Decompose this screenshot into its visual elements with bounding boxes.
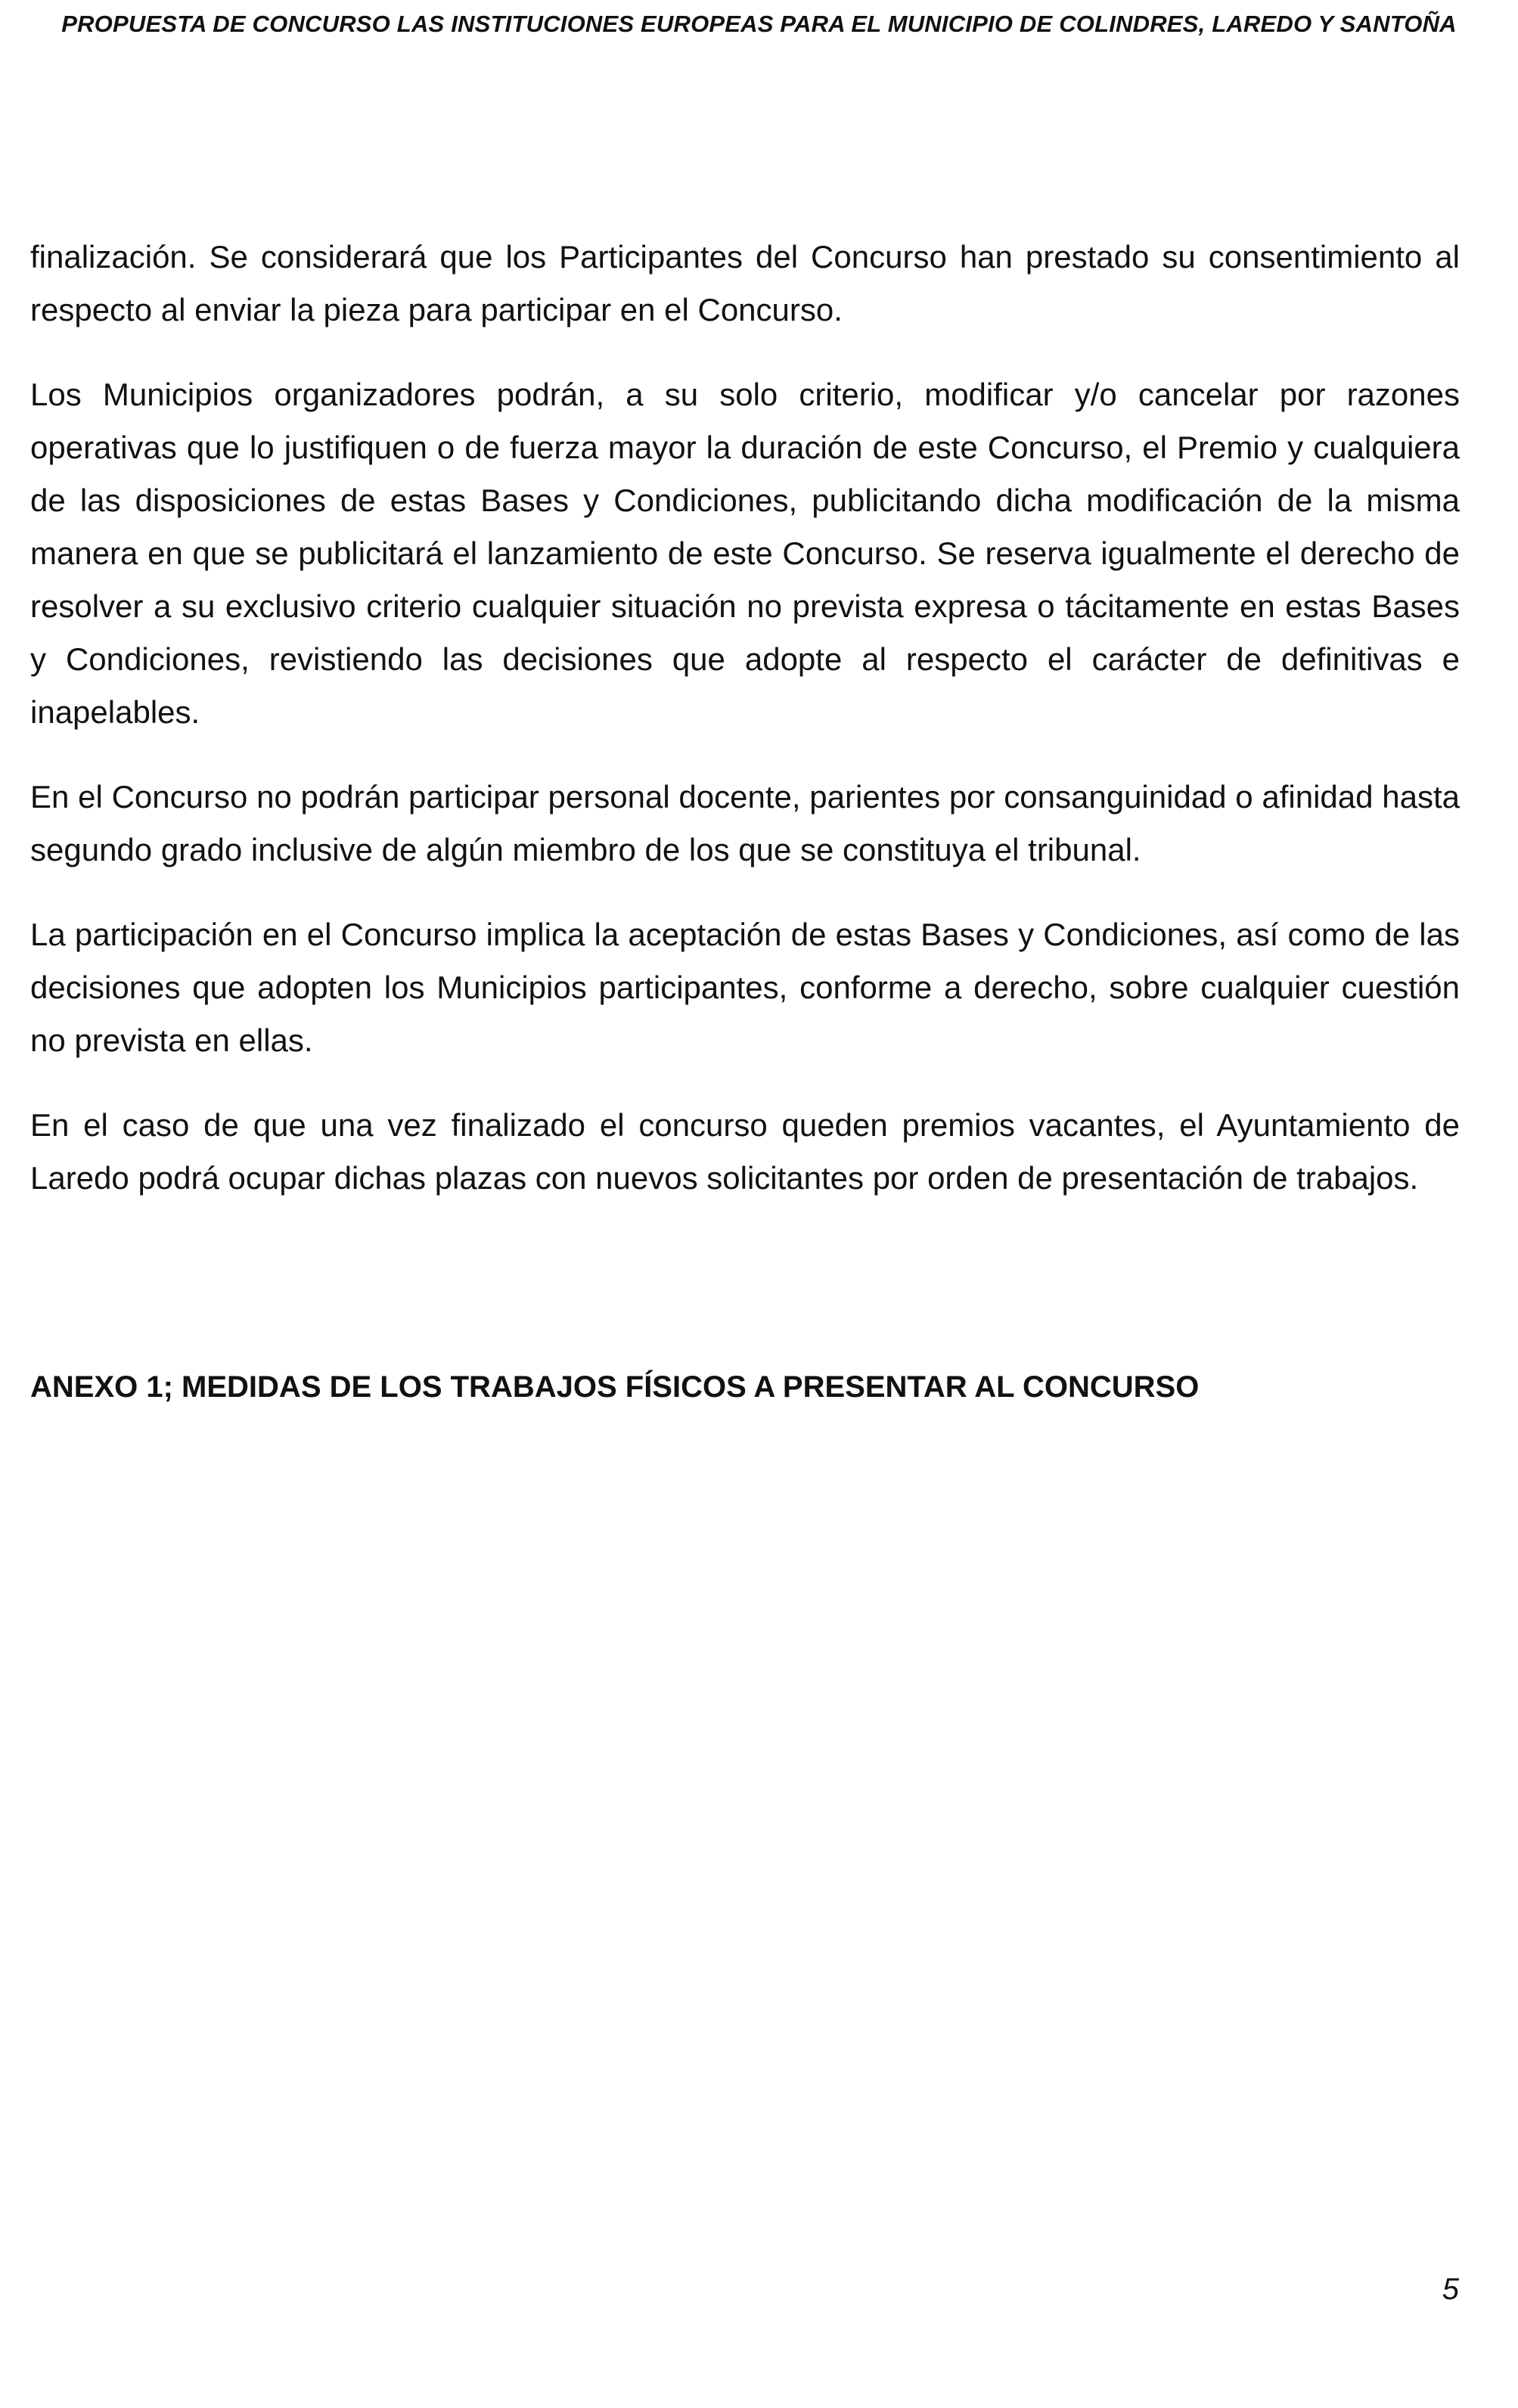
paragraph-consent: finalización. Se considerará que los Participantes del Concurso han prestado su consentimiento al respecto al enviar la pieza para participar en el Concurso. — [30, 239, 1460, 327]
paragraph-exclusions: En el Concurso no podrán participar personal docente, parientes por consanguinidad o afinidad hasta segundo grado inclusive de algún miembro de los que se constituya el tribunal. — [30, 779, 1460, 867]
document-body — [30, 231, 1460, 1237]
page-header: PROPUESTA DE CONCURSO LAS INSTITUCIONES EUROPEAS PARA EL MUNICIPIO DE COLINDRES, LAREDO Y SANTOÑA — [61, 11, 1457, 37]
paragraph-vacant-prizes: En el caso de que una vez finalizado el concurso queden premios vacantes, el Ayuntamiento de Laredo podrá ocupar dichas plazas con nuevos solicitantes por orden de presentación de trabajos. — [30, 1107, 1460, 1196]
paragraph-modifications: Los Municipios organizadores podrán, a su solo criterio, modificar y/o cancelar por razones operativas que lo justifiquen o de fuerza mayor la duración de este Concurso, el Premio y cualquiera de las disposiciones de estas Bases y Condiciones, publicitando dicha modificación de la misma manera en que se publicitará el lanzamiento de este Concurso. Se reserva igualmente el derecho de resolver a su exclusivo criterio cualquier situación no prevista expresa o tácitamente en estas Bases y Condiciones, revistiendo las decisiones que adopte al respecto el carácter de definitivas e inapelables. — [30, 377, 1460, 730]
paragraph-acceptance: La participación en el Concurso implica la aceptación de estas Bases y Condiciones, así como de las decisiones que adopten los Municipios participantes, conforme a derecho, sobre cualquier cuestión no prevista en ellas. — [30, 917, 1460, 1058]
annex-heading: ANEXO 1; MEDIDAS DE LOS TRABAJOS FÍSICOS A PRESENTAR AL CONCURSO — [30, 1370, 1200, 1404]
page-number: 5 — [1442, 2273, 1459, 2306]
